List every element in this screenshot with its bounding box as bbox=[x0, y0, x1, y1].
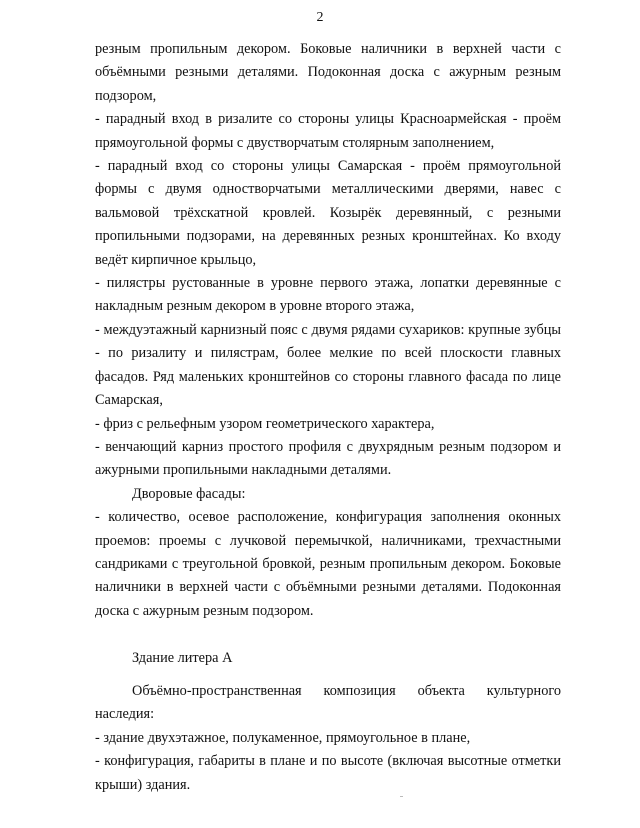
scan-speck bbox=[400, 796, 403, 797]
paragraph-building-type: - здание двухэтажное, полукаменное, прямоугольное в плане, bbox=[95, 729, 471, 746]
paragraph-entrance-samarskaya: - парадный вход со стороны улицы Самарская - проём прямоугольной формы с двумя одностворчатыми металлическими дверями, навес с вальмовой трёхскатной кровлей. Козырёк деревянный, с резными пропильными подзорами, на деревянных резных кронштейнах. Ко входу ведёт кирпичное крыльцо, bbox=[95, 158, 561, 268]
heading-spacer bbox=[95, 670, 561, 680]
paragraph-window-decor-continued: резным пропильным декором. Боковые наличники в верхней части с объёмными резными деталями. Подоконная доска с ажурным резным подзором, bbox=[95, 41, 561, 104]
paragraph-courtyard-windows: - количество, осевое расположение, конфигурация заполнения оконных проемов: проемы с лучковой перемычкой, наличниками, трехчастными сандриками с треугольной бровкой, резным пропильным декором. Боковые наличники в верхней части с объёмными резными деталями. Подоконная доска с ажурным резным подзором. bbox=[95, 509, 561, 619]
heading-building-litera-a: Здание литера А bbox=[132, 649, 233, 666]
heading-courtyard-facades: Дворовые фасады: bbox=[132, 485, 246, 502]
document-body bbox=[95, 38, 561, 797]
page-number: 2 bbox=[316, 10, 324, 25]
paragraph-configuration: - конфигурация, габариты в плане и по высоте (включая высотные отметки крыши) здания. bbox=[95, 753, 561, 793]
paragraph-frieze: - фриз с рельефным узором геометрического характера, bbox=[95, 415, 435, 432]
paragraph-entrance-krasnoarmeyskaya: - парадный вход в ризалите со стороны улицы Красноармейская - проём прямоугольной формы с двустворчатым столярным заполнением, bbox=[95, 111, 561, 151]
paragraph-crowning-cornice: - венчающий карниз простого профиля с двухрядным резным подзором и ажурными пропильными накладными деталями. bbox=[95, 438, 561, 479]
paragraph-cornice-belt: - междуэтажный карнизный пояс с двумя рядами сухариков: крупные зубцы - по ризалиту и пилястрам, более мелкие по всей плоскости главных фасадов. Ряд маленьких кронштейнов со стороны главного фасада по лице Самарская, bbox=[95, 321, 561, 409]
section-spacer bbox=[95, 623, 561, 646]
paragraph-pilasters: - пилястры рустованные в уровне первого этажа, лопатки деревянные с накладным резным декором в уровне второго этажа, bbox=[95, 275, 561, 315]
paragraph-spatial-composition: Объёмно-пространственная композиция объекта культурного наследия: bbox=[95, 682, 561, 723]
